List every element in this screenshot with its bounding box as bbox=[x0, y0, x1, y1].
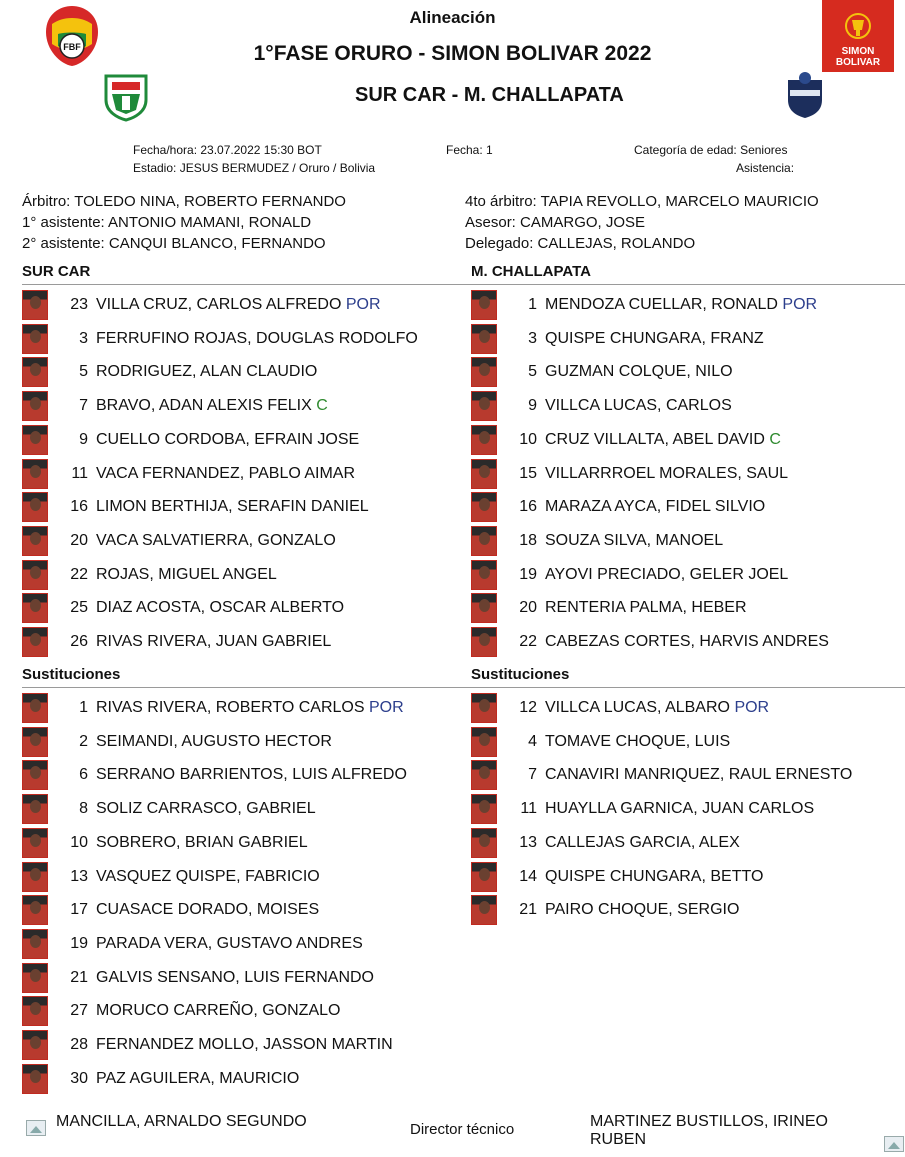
player-number: 19 bbox=[519, 565, 537, 583]
player-name-text: RIVAS RIVERA, JUAN GABRIEL bbox=[96, 633, 332, 650]
director-label: Director técnico bbox=[410, 1121, 515, 1138]
player-name-text: VASQUEZ QUISPE, FABRICIO bbox=[96, 867, 320, 885]
player-name bbox=[96, 633, 331, 651]
officials-right bbox=[465, 191, 819, 254]
player-number: 16 bbox=[70, 498, 88, 516]
player-name-text: QUISPE CHUNGARA, FRANZ bbox=[545, 329, 764, 347]
player-row bbox=[22, 423, 359, 457]
player-name-text: TOMAVE CHOQUE, LUIS bbox=[545, 732, 731, 750]
player-name bbox=[545, 566, 788, 584]
player-photo bbox=[471, 593, 497, 623]
player-number: 3 bbox=[79, 329, 88, 347]
player-number: 1 bbox=[528, 296, 537, 313]
player-name-text: SOBRERO, BRIAN GABRIEL bbox=[96, 833, 308, 851]
player-name-text: DIAZ ACOSTA, OSCAR ALBERTO bbox=[96, 599, 345, 617]
player-photo bbox=[471, 895, 497, 925]
player-photo bbox=[22, 929, 48, 959]
player-name-text: CABEZAS CORTES, HARVIS ANDRES bbox=[545, 633, 829, 650]
player-photo bbox=[22, 526, 48, 556]
player-row bbox=[22, 355, 317, 389]
player-name-text: LIMON BERTHIJA, SERAFIN DANIEL bbox=[96, 498, 369, 516]
player-name-text: CUASACE DORADO, MOISES bbox=[96, 901, 320, 919]
player-number: 12 bbox=[519, 699, 537, 716]
away-coach-line2: RUBEN bbox=[590, 1131, 647, 1148]
player-name bbox=[96, 733, 332, 751]
player-name-text: VACA FERNANDEZ, PABLO AIMAR bbox=[96, 464, 356, 482]
player-name bbox=[545, 901, 739, 919]
player-number: 21 bbox=[519, 901, 537, 919]
player-photo bbox=[22, 1030, 48, 1060]
player-row bbox=[22, 792, 316, 826]
estadio: Estadio: JESUS BERMUDEZ / Oruro / Bolivia bbox=[133, 161, 376, 175]
player-photo bbox=[471, 693, 497, 723]
player-row bbox=[471, 322, 764, 356]
player-number: 26 bbox=[70, 633, 88, 650]
asistencia: Asistencia: bbox=[736, 161, 795, 175]
player-name-text: MORUCO CARREÑO, GONZALO bbox=[96, 1002, 341, 1020]
player-name-text: PARADA VERA, GUSTAVO ANDRES bbox=[96, 934, 363, 952]
player-number: 8 bbox=[79, 800, 88, 818]
player-name-text: PAIRO CHOQUE, SERGIO bbox=[545, 901, 740, 919]
player-number: 5 bbox=[79, 363, 88, 381]
player-name bbox=[96, 1070, 299, 1088]
player-number: 19 bbox=[70, 934, 88, 952]
categoria: Categoría de edad: Seniores bbox=[634, 143, 788, 157]
home-team-name: SUR CAR bbox=[22, 263, 91, 280]
player-name bbox=[96, 363, 317, 381]
player-name bbox=[96, 1036, 393, 1054]
player-row bbox=[22, 725, 332, 759]
player-row bbox=[471, 860, 763, 894]
player-number: 20 bbox=[519, 599, 537, 617]
away-coach-line1: MARTINEZ BUSTILLOS, IRINEO bbox=[590, 1113, 828, 1130]
player-row bbox=[471, 725, 730, 759]
player-row bbox=[471, 591, 747, 625]
fecha-hora: Fecha/hora: 23.07.2022 15:30 BOT bbox=[133, 143, 322, 157]
player-photo bbox=[471, 459, 497, 489]
player-name bbox=[545, 699, 769, 717]
player-photo bbox=[471, 862, 497, 892]
player-number: 1 bbox=[79, 699, 88, 716]
player-name-text: VILLCA LUCAS, CARLOS bbox=[545, 397, 732, 415]
player-row bbox=[471, 355, 733, 389]
fecha: Fecha: 1 bbox=[446, 143, 493, 157]
player-name bbox=[96, 1002, 340, 1020]
player-name-text: VACA SALVATIERRA, GONZALO bbox=[96, 531, 336, 549]
player-row bbox=[22, 927, 363, 961]
player-photo bbox=[22, 593, 48, 623]
player-number: 7 bbox=[79, 397, 88, 415]
player-name bbox=[545, 498, 765, 516]
player-name bbox=[96, 431, 359, 449]
player-photo bbox=[22, 794, 48, 824]
player-number: 10 bbox=[519, 430, 537, 448]
player-number: 14 bbox=[519, 867, 537, 885]
player-name bbox=[96, 498, 369, 516]
player-name bbox=[96, 599, 344, 617]
player-number: 9 bbox=[528, 397, 537, 415]
player-number: 25 bbox=[70, 599, 88, 617]
player-row bbox=[22, 691, 404, 725]
player-photo bbox=[22, 627, 48, 657]
player-name-text: CANAVIRI MANRIQUEZ, RAUL ERNESTO bbox=[545, 766, 853, 784]
player-row bbox=[471, 691, 769, 725]
player-name-text: MENDOZA CUELLAR, RONALD bbox=[545, 296, 778, 313]
player-name bbox=[96, 397, 328, 415]
player-photo bbox=[22, 324, 48, 354]
player-row bbox=[22, 490, 369, 524]
player-name-text: ROJAS, MIGUEL ANGEL bbox=[96, 565, 277, 583]
player-name bbox=[96, 868, 320, 886]
player-photo bbox=[22, 760, 48, 790]
goalkeeper-tag: POR bbox=[345, 296, 381, 313]
player-number: 4 bbox=[528, 732, 537, 750]
player-row bbox=[471, 423, 781, 457]
goalkeeper-tag: POR bbox=[734, 699, 770, 716]
player-name-text: SEIMANDI, AUGUSTO HECTOR bbox=[96, 732, 332, 750]
player-row bbox=[22, 758, 407, 792]
player-photo bbox=[22, 828, 48, 858]
player-name bbox=[545, 766, 852, 784]
goalkeeper-tag: POR bbox=[782, 296, 818, 313]
player-row bbox=[22, 457, 355, 491]
player-name bbox=[96, 969, 374, 987]
player-row bbox=[22, 1028, 393, 1062]
player-name bbox=[545, 532, 723, 550]
player-name bbox=[96, 566, 277, 584]
player-name-text: CUELLO CORDOBA, EFRAIN JOSE bbox=[96, 430, 360, 448]
away-team-name: M. CHALLAPATA bbox=[471, 263, 591, 280]
player-photo bbox=[22, 693, 48, 723]
team-divider bbox=[22, 284, 905, 285]
player-name bbox=[96, 766, 407, 784]
player-row bbox=[471, 524, 723, 558]
player-number: 3 bbox=[528, 329, 537, 347]
player-photo bbox=[22, 492, 48, 522]
player-number: 23 bbox=[70, 296, 88, 313]
player-photo bbox=[471, 290, 497, 320]
player-name-text: AYOVI PRECIADO, GELER JOEL bbox=[545, 565, 789, 583]
player-name bbox=[96, 330, 418, 348]
player-row bbox=[471, 826, 740, 860]
player-row bbox=[471, 288, 817, 322]
player-name bbox=[96, 800, 316, 818]
away-coach-photo-icon bbox=[884, 1136, 904, 1152]
player-photo bbox=[22, 391, 48, 421]
player-photo bbox=[22, 425, 48, 455]
player-row bbox=[22, 288, 381, 322]
player-number: 9 bbox=[79, 430, 88, 448]
player-photo bbox=[22, 357, 48, 387]
player-photo bbox=[471, 727, 497, 757]
player-name bbox=[545, 633, 829, 651]
player-number: 20 bbox=[70, 531, 88, 549]
player-number: 13 bbox=[519, 833, 537, 851]
player-number: 13 bbox=[70, 867, 88, 885]
player-row bbox=[471, 490, 765, 524]
player-name bbox=[545, 330, 764, 348]
player-name-text: PAZ AGUILERA, MAURICIO bbox=[96, 1069, 300, 1087]
player-name bbox=[545, 834, 740, 852]
player-name-text: VILLA CRUZ, CARLOS ALFREDO bbox=[96, 296, 342, 313]
player-name bbox=[96, 532, 336, 550]
player-number: 17 bbox=[70, 901, 88, 919]
player-number: 11 bbox=[520, 800, 537, 818]
player-name-text: BRAVO, ADAN ALEXIS FELIX bbox=[96, 397, 312, 415]
player-name bbox=[96, 699, 404, 717]
player-name bbox=[96, 834, 308, 852]
player-row bbox=[471, 758, 852, 792]
player-row bbox=[22, 826, 308, 860]
player-photo bbox=[471, 760, 497, 790]
player-row bbox=[22, 994, 340, 1028]
player-number: 22 bbox=[70, 565, 88, 583]
away-subs-label: Sustituciones bbox=[471, 666, 570, 683]
delegate: Delegado: CALLEJAS, ROLANDO bbox=[465, 235, 696, 252]
player-row bbox=[22, 322, 418, 356]
player-name-text: SERRANO BARRIENTOS, LUIS ALFREDO bbox=[96, 766, 407, 784]
player-name-text: GUZMAN COLQUE, NILO bbox=[545, 363, 733, 381]
player-row bbox=[471, 893, 739, 927]
player-photo bbox=[471, 492, 497, 522]
player-name bbox=[545, 800, 814, 818]
player-number: 21 bbox=[70, 968, 88, 986]
player-name-text: VILLARRROEL MORALES, SAUL bbox=[545, 464, 789, 482]
captain-tag: C bbox=[769, 430, 781, 448]
player-photo bbox=[471, 391, 497, 421]
player-photo bbox=[471, 526, 497, 556]
player-name-text: RIVAS RIVERA, ROBERTO CARLOS bbox=[96, 699, 365, 716]
match-title: SUR CAR - M. CHALLAPATA bbox=[355, 84, 624, 106]
player-name-text: GALVIS SENSANO, LUIS FERNANDO bbox=[96, 968, 374, 986]
player-name bbox=[96, 901, 319, 919]
away-coach bbox=[590, 1113, 828, 1149]
player-name-text: SOLIZ CARRASCO, GABRIEL bbox=[96, 800, 316, 818]
assistant-2: 2° asistente: CANQUI BLANCO, FERNANDO bbox=[22, 235, 326, 252]
player-photo bbox=[471, 828, 497, 858]
player-row bbox=[22, 524, 336, 558]
player-photo bbox=[22, 459, 48, 489]
player-photo bbox=[471, 627, 497, 657]
player-name-text: CALLEJAS GARCIA, ALEX bbox=[545, 833, 740, 851]
player-number: 5 bbox=[528, 363, 537, 381]
player-photo bbox=[22, 1064, 48, 1094]
player-name-text: HUAYLLA GARNICA, JUAN CARLOS bbox=[545, 800, 815, 818]
player-number: 15 bbox=[519, 464, 537, 482]
sur-car-logo bbox=[102, 72, 150, 122]
player-name bbox=[545, 296, 817, 314]
player-name bbox=[545, 868, 763, 886]
simon-bolivar-text: SIMON BOLIVAR bbox=[835, 46, 881, 68]
player-number: 18 bbox=[519, 531, 537, 549]
player-name-text: MARAZA AYCA, FIDEL SILVIO bbox=[545, 498, 766, 516]
player-name bbox=[96, 465, 355, 483]
player-row bbox=[22, 558, 277, 592]
player-name bbox=[96, 935, 363, 953]
competition-title: 1°FASE ORURO - SIMON BOLIVAR 2022 bbox=[253, 42, 652, 65]
challapata-logo bbox=[784, 70, 826, 120]
player-name-text: QUISPE CHUNGARA, BETTO bbox=[545, 867, 764, 885]
player-photo bbox=[471, 357, 497, 387]
player-number: 6 bbox=[79, 766, 88, 784]
player-number: 10 bbox=[70, 833, 88, 851]
subs-divider bbox=[22, 687, 905, 688]
player-row bbox=[471, 625, 829, 659]
captain-tag: C bbox=[316, 397, 328, 415]
player-name bbox=[545, 733, 730, 751]
player-photo bbox=[22, 963, 48, 993]
svg-text:FBF: FBF bbox=[63, 42, 81, 52]
player-photo bbox=[22, 895, 48, 925]
player-row bbox=[22, 1062, 299, 1096]
player-name bbox=[96, 296, 381, 314]
player-row bbox=[471, 389, 732, 423]
player-name bbox=[545, 363, 733, 381]
officials-left bbox=[22, 191, 346, 254]
player-photo bbox=[22, 996, 48, 1026]
referee: Árbitro: TOLEDO NINA, ROBERTO FERNANDO bbox=[22, 193, 346, 210]
player-number: 11 bbox=[71, 464, 88, 482]
fourth-official: 4to árbitro: TAPIA REVOLLO, MARCELO MAURICIO bbox=[465, 193, 819, 210]
home-coach: MANCILLA, ARNALDO SEGUNDO bbox=[56, 1113, 307, 1130]
page-label: Alineación bbox=[409, 8, 496, 27]
player-row bbox=[22, 591, 344, 625]
player-row bbox=[471, 792, 814, 826]
player-row bbox=[22, 893, 319, 927]
player-photo bbox=[22, 727, 48, 757]
player-name bbox=[545, 431, 781, 449]
player-number: 30 bbox=[70, 1069, 88, 1087]
player-photo bbox=[471, 560, 497, 590]
player-name-text: FERNANDEZ MOLLO, JASSON MARTIN bbox=[96, 1036, 393, 1053]
player-row bbox=[22, 860, 320, 894]
home-coach-photo-icon bbox=[26, 1120, 46, 1136]
player-number: 16 bbox=[519, 498, 537, 516]
player-row bbox=[22, 389, 328, 423]
assistant-1: 1° asistente: ANTONIO MAMANI, RONALD bbox=[22, 214, 312, 231]
goalkeeper-tag: POR bbox=[368, 699, 404, 716]
player-name-text: RODRIGUEZ, ALAN CLAUDIO bbox=[96, 363, 318, 381]
player-number: 27 bbox=[70, 1002, 88, 1020]
player-name bbox=[545, 599, 747, 617]
player-number: 2 bbox=[79, 732, 88, 750]
player-name-text: CRUZ VILLALTA, ABEL DAVID bbox=[545, 430, 765, 448]
player-number: 22 bbox=[519, 633, 537, 650]
player-photo bbox=[471, 324, 497, 354]
player-photo bbox=[22, 560, 48, 590]
player-name bbox=[545, 465, 788, 483]
player-name-text: RENTERIA PALMA, HEBER bbox=[545, 599, 747, 617]
player-photo bbox=[471, 794, 497, 824]
home-subs-label: Sustituciones bbox=[22, 666, 121, 683]
player-number: 28 bbox=[70, 1036, 88, 1053]
player-photo bbox=[22, 862, 48, 892]
player-photo bbox=[471, 425, 497, 455]
player-name bbox=[545, 397, 732, 415]
player-row bbox=[471, 457, 788, 491]
player-row bbox=[22, 961, 374, 995]
player-name-text: VILLCA LUCAS, ALBARO bbox=[545, 699, 730, 716]
player-photo bbox=[22, 290, 48, 320]
player-name-text: SOUZA SILVA, MANOEL bbox=[545, 531, 724, 549]
player-row bbox=[22, 625, 331, 659]
player-row bbox=[471, 558, 788, 592]
player-number: 7 bbox=[528, 766, 537, 784]
advisor: Asesor: CAMARGO, JOSE bbox=[465, 214, 646, 231]
player-name-text: FERRUFINO ROJAS, DOUGLAS RODOLFO bbox=[96, 329, 418, 347]
